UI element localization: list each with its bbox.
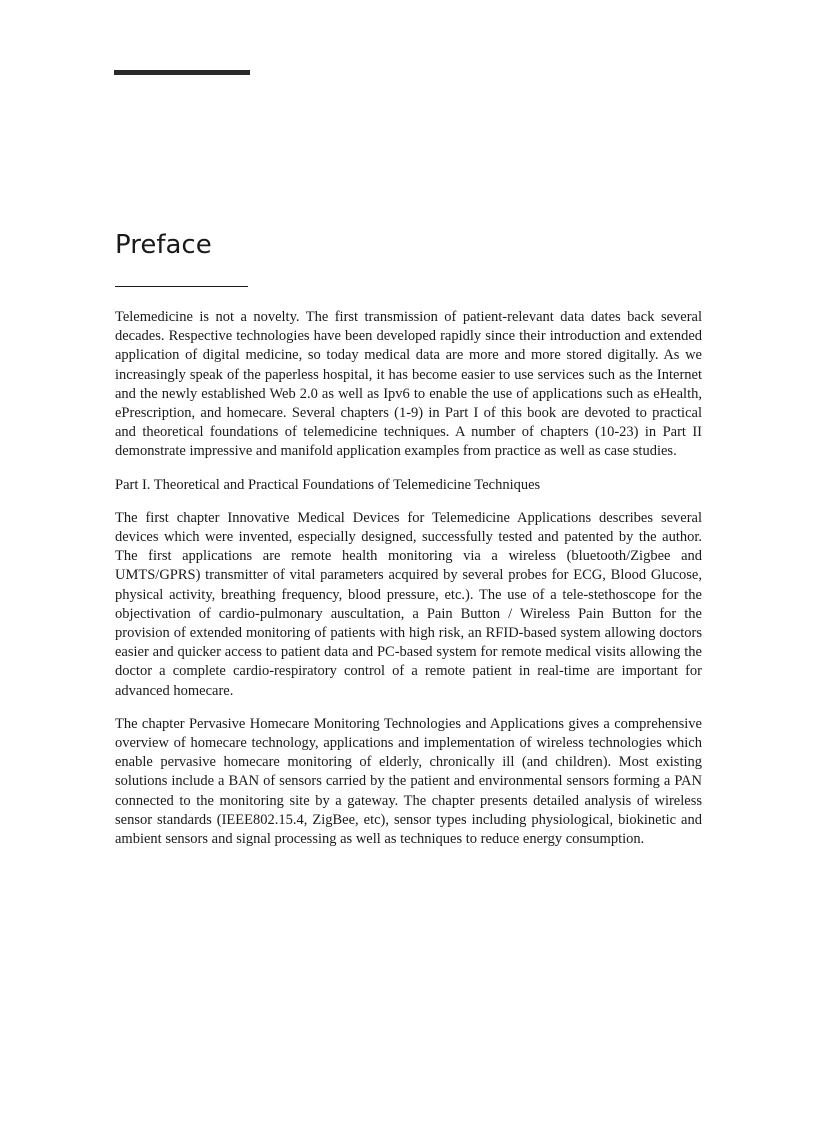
page-title: Preface (115, 230, 212, 260)
title-underline (115, 286, 248, 287)
body-text (115, 308, 702, 863)
top-rule (114, 70, 250, 75)
part-heading: Part I. Theoretical and Practical Foundations of Telemedicine Techniques (115, 476, 541, 493)
paragraph-intro: Telemedicine is not a novelty. The first transmission of patient-relevant data dates back several decades. Respective technologies have been developed rapidly since their introduction and extended application of digital medicine, so today medical data are more and more stored digitally. As we increasingly speak of the paperless hospital, it has become easier to use services such as the Internet and the newly established Web 2.0 as well as Ipv6 to enable the use of applications such as eHealth, ePrescription, and homecare. Several chapters (1-9) in Part I of this book are devoted to practical and theoretical foundations of telemedicine techniques. A number of chapters (10-23) in Part II demonstrate impressive and manifold application examples from practice as well as case studies. (115, 309, 702, 460)
paragraph-chapter-2: The chapter Pervasive Homecare Monitoring Technologies and Applications gives a comprehensive overview of homecare technology, applications and implementation of wireless technologies which enable pervasive homecare monitoring of elderly, chronically ill (and children). Most existing solutions include a BAN of sensors carried by the patient and environmental sensors forming a PAN connected to the monitoring site by a gateway. The chapter presents detailed analysis of wireless sensor standards (IEEE802.15.4, ZigBee, etc), sensor types including physiological, biokinetic and ambient sensors and signal processing as well as techniques to reduce energy consumption. (115, 715, 702, 848)
paragraph-chapter-1: The first chapter Innovative Medical Devices for Telemedicine Applications describes several devices which were invented, especially designed, successfully tested and patented by the author. The first applications are remote health monitoring via a wireless (bluetooth/Zigbee and UMTS/GPRS) transmitter of vital parameters acquired by several probes for ECG, Blood Glucose, physical activity, breathing frequency, blood pressure, etc.). The use of a tele-stethoscope for the objectivation of cardio-pulmonary auscultation, a Pain Button / Wireless Pain Button for the provision of extended monitoring of patients with high risk, an RFID-based system allowing doctors easier and quicker access to patient data and PC-based system for remote medical visits allowing the doctor a complete cardio-respiratory control of a remote patient in real-time are important for advanced homecare. (115, 509, 702, 699)
